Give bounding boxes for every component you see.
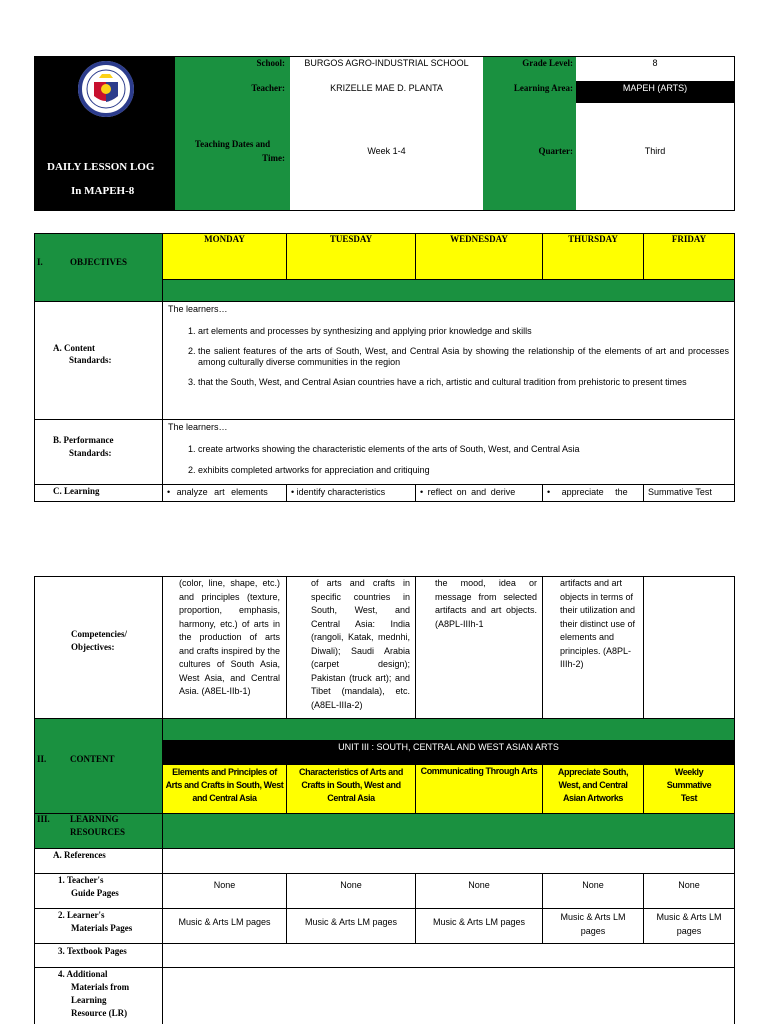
tg-cell-thursday: None	[542, 873, 644, 909]
objectives-green-band	[162, 279, 735, 302]
competency-cell-wednesday: the mood, idea or message from selected artifacts and art objects. (A8PL-IIIh-1	[415, 576, 543, 719]
learning-cell-thursday: • appreciate the	[542, 484, 644, 502]
lm-label-1: 2. Learner's	[58, 910, 105, 920]
label-column-right	[483, 57, 576, 210]
deped-panel	[35, 57, 175, 210]
lm-cell-tuesday: Music & Arts LM pages	[286, 908, 416, 944]
content-standards-intro: The learners…	[168, 304, 228, 314]
deped-seal-icon	[77, 60, 135, 118]
objectives-num: I.	[37, 257, 43, 267]
tg-cell-tuesday: None	[286, 873, 416, 909]
dates-value: Week 1-4	[367, 146, 406, 156]
grade-value: 8	[652, 58, 658, 68]
area-value: MAPEH (ARTS)	[576, 81, 734, 103]
topic-cell-friday: Weekly Summative Test	[643, 764, 735, 814]
school-label: School:	[256, 58, 285, 68]
content-green-band	[162, 718, 735, 741]
objectives-table	[34, 233, 735, 502]
references-label: A. References	[53, 850, 106, 860]
performance-standards-cell	[162, 419, 735, 485]
grade-label: Grade Level:	[522, 58, 573, 68]
learning-cell-monday: • analyze art elements	[162, 484, 287, 502]
learning-cell-friday: Summative Test	[643, 484, 735, 502]
content-num: II.	[37, 754, 47, 764]
content-standards-cell	[162, 301, 735, 420]
additional-cell	[162, 967, 735, 1024]
day-header-friday: FRIDAY	[643, 233, 735, 280]
tg-label-2: Guide Pages	[71, 888, 119, 898]
content-standard-item: 2. the salient features of the arts of South, West, and Central Asia by showing the relationship of the elements of art and processes among culturally diverse communities in the region	[198, 346, 729, 368]
header-block	[34, 56, 735, 211]
learning-cell-wednesday: • reflect on and derive	[415, 484, 543, 502]
school-value: BURGOS AGRO-INDUSTRIAL SCHOOL	[304, 58, 469, 68]
topic-cell-wednesday: Communicating Through Arts	[415, 764, 543, 814]
competency-cell-monday: (color, line, shape, etc.) and principles (texture, proportion, emphasis, harmony, etc.) of arts in the production of arts and crafts inspired by the cultures of South Asia, West Asia, and Central Asia. (A8EL-IIb-1)	[162, 576, 287, 719]
tg-cell-friday: None	[643, 873, 735, 909]
lm-cell-wednesday: Music & Arts LM pages	[415, 908, 543, 944]
label-column-left	[175, 57, 290, 210]
performance-standards-intro: The learners…	[168, 422, 228, 432]
competencies-label-1: Competencies/	[71, 629, 127, 639]
competency-cell-friday	[643, 576, 735, 719]
competency-cell-tuesday: of arts and crafts in specific countries in South, West, and Central Asia: India (rangoli, Katak, mednhi, Diwali); Saudi Arabia (carpet design); Pakistan (truck art); and Tibet (mandala), etc. (A8EL-IIIa-2)	[286, 576, 416, 719]
content-standards-label-1: A. Content	[53, 343, 95, 353]
content-standard-item: 1. art elements and processes by synthesizing and applying prior knowledge and skills	[198, 326, 729, 337]
content-standards-label-2: Standards:	[69, 355, 112, 365]
content-table	[34, 576, 735, 1024]
dates-label-line-2: Time:	[262, 153, 285, 163]
dates-label-line-1: Teaching Dates and	[194, 139, 271, 149]
resources-green-band	[162, 813, 735, 849]
lm-cell-friday: Music & Arts LM pages	[643, 908, 735, 944]
resources-num: III.	[37, 814, 50, 824]
quarter-label: Quarter:	[538, 146, 573, 156]
deped-subtitle: In MAPEH-8	[71, 185, 135, 197]
performance-standards-label-1: B. Performance	[53, 435, 114, 445]
additional-label-1: 4. Additional	[58, 969, 108, 979]
tg-cell-monday: None	[162, 873, 287, 909]
day-header-tuesday: TUESDAY	[286, 233, 416, 280]
tg-label-1: 1. Teacher's	[58, 875, 104, 885]
lm-label-2: Materials Pages	[71, 923, 133, 933]
value-column-left	[290, 57, 483, 210]
performance-standard-item: 1. create artworks showing the characteristic elements of the arts of South, West, and Central Asia	[198, 444, 729, 455]
additional-label-4: Resource (LR)	[71, 1008, 128, 1018]
additional-label-2: Materials from	[71, 982, 130, 992]
day-header-wednesday: WEDNESDAY	[415, 233, 543, 280]
textbook-label: 3. Textbook Pages	[58, 946, 127, 956]
quarter-value: Third	[644, 146, 666, 156]
lm-cell-thursday: Music & Arts LM pages	[542, 908, 644, 944]
performance-standards-label-2: Standards:	[69, 448, 112, 458]
textbook-cell	[162, 943, 735, 968]
topic-cell-monday: Elements and Principles of Arts and Crafts in South, West and Central Asia	[162, 764, 287, 814]
resources-label-2: RESOURCES	[70, 827, 126, 837]
competencies-label-2: Objectives:	[71, 642, 115, 652]
objectives-label: OBJECTIVES	[70, 257, 128, 267]
competency-cell-thursday: artifacts and art objects in terms of their utilization and their distinct use of elements and principles. (A8PL-IIIh-2)	[542, 576, 644, 719]
content-label: CONTENT	[70, 754, 115, 764]
content-standard-item: 3. that the South, West, and Central Asian countries have a rich, artistic and cultural tradition from prehistoric to present times	[198, 377, 729, 388]
topic-cell-thursday: Appreciate South, West, and Central Asian Artworks	[542, 764, 644, 814]
area-label: Learning Area:	[513, 83, 573, 93]
performance-standard-item: 2. exhibits completed artworks for appreciation and critiquing	[198, 465, 729, 476]
teacher-label: Teacher:	[251, 83, 285, 93]
tg-cell-wednesday: None	[415, 873, 543, 909]
day-header-monday: MONDAY	[162, 233, 287, 280]
references-cell	[162, 848, 735, 874]
resources-label-1: LEARNING	[70, 814, 119, 824]
day-header-thursday: THURSDAY	[542, 233, 644, 280]
topic-cell-tuesday: Characteristics of Arts and Crafts in South, West and Central Asia	[286, 764, 416, 814]
unit-title: UNIT III : SOUTH, CENTRAL AND WEST ASIAN ARTS	[162, 740, 735, 765]
teacher-value: KRIZELLE MAE D. PLANTA	[330, 83, 443, 93]
content-header-cell	[34, 718, 163, 814]
learning-label: C. Learning	[53, 486, 100, 496]
additional-label-3: Learning	[71, 995, 107, 1005]
objectives-header-cell	[34, 233, 163, 302]
lm-cell-monday: Music & Arts LM pages	[162, 908, 287, 944]
deped-title: DAILY LESSON LOG	[47, 161, 155, 173]
learning-cell-tuesday: • identify characteristics	[286, 484, 416, 502]
